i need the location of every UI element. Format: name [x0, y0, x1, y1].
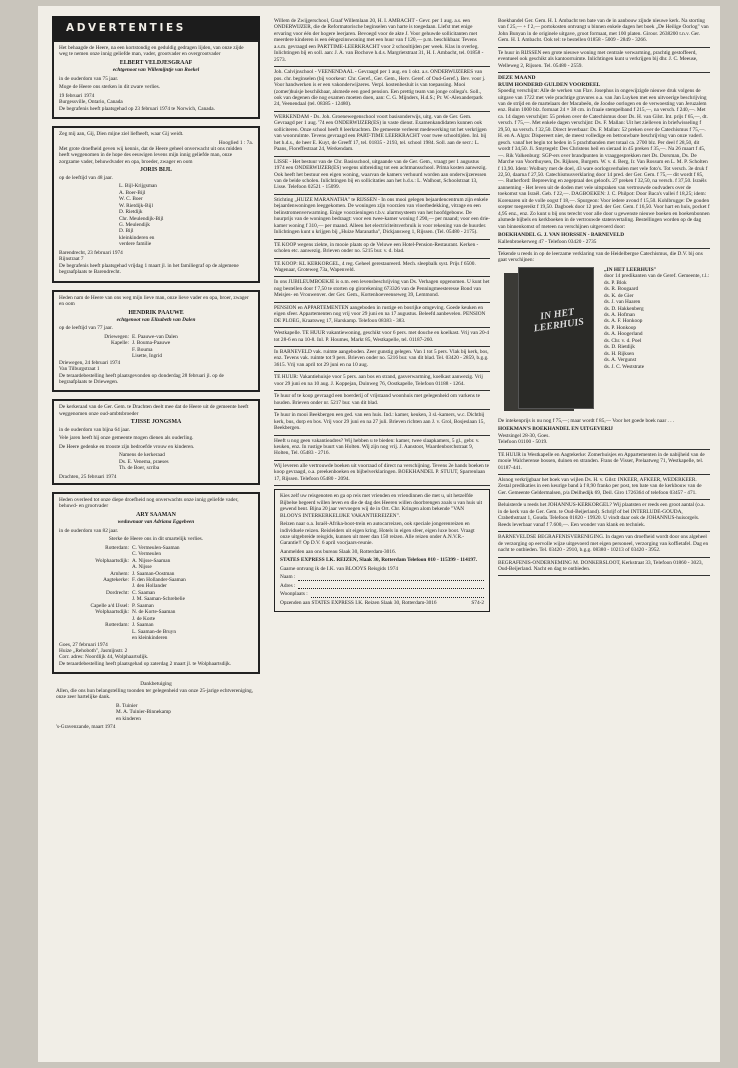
coupon: Gaarne ontvang ik de I.K. van BLOOYS Reisgids 1974 Naam : Adres : Woonplaats : Opzenden aan STATES EXPRESS I.K. Reizen Slaak 30, Rotterdam-3016 S74-2 — [280, 565, 484, 606]
author-item: ds. R. Boogaard — [604, 286, 639, 293]
family-list: Driewegen: E. Paauwe-van Dalen Kapelle: J. Bouma-Paauwe F. Bouma Lisette, Ingrid — [104, 333, 178, 360]
family-list: L. Bijl-Krijgsman A. Boer-Bijl W. C. Boer W. Rietdijk-Bijl D. Rietdijk Chr. Meulendijk-Bijl G. Meulendijk D. Bijl kleinkinderen en verdere familie — [119, 183, 164, 248]
classified-ad: TE HUUR: Vakantiehuisje voor 5 pers. aan bos en strand, gasverwarming, koelkast aanwezig. Vrij voor 29 juni en na 10 aug. J. Koppejan, Duinweg 76, Oostkapelle, Telefoon 01188 - 1264. — [274, 372, 490, 391]
book-cover-image: IN HET LEERHUIS — [498, 267, 598, 415]
author-item: ds. H. Rijksen — [604, 350, 635, 357]
classified-ad: Alsnog verkrijgbaar het boek van wijlen Ds. H. v. Gilst: INKEER, AFKEER, WEDERKEER. Zestal predikaties in een keurige band à f 8,90 franko per post, ten bate van de kerkbouw van de Ger. Gemeente Geldermalsen, p/a Deilhedijk 69, Deil. Giro 1726364 of telefoon 03457 - 471. — [498, 475, 710, 500]
ad-ambacht: Boekhandel Ger. Gem. H. I. Ambacht ten bate van de in aanbouw zijnde nieuwe kerk. Na storting van f 25,— + f 2,— portokosten ontvangt u binnen enkele dagen het boek „De Heilige Oorlog" van John Bunyan in de originele uitgave, groot formaat, met 100 platen. Giroor. 2638200 t.n.v. Ger. Gem. H. I. Ambacht. Ook tel: te bestellen 01858 - 5009 - 2849 - 3266. — [498, 16, 710, 48]
ad-rijssen: Te huur in RIJSSEN een grote nieuwe woning met centrale verwarming, prachtig gestoffeerd, eventueel ook geschikt als kantoorruimte. Inlichtingen kunt u verkrijgen bij dhr. J. C. Meeuse, Welleweg 2, Rijssen. Tel. 05480 - 2559. — [498, 48, 710, 73]
family-list — [59, 545, 253, 642]
family-row: J. M. Saaman-Schrebelie — [132, 596, 185, 603]
classified-ad: In ons JUBILEUMBOEKJE is o.m. een levensbeschrijving van Ds. Verhagen opgenomen. U kunt het nog bestellen door f 7,50 te storten op girorekening 673326 van de Penningmeesteresse Bond van Meisjes- en Vrouwenver. der Ger. Gem., Kortenhoeveenseweg 39, Lemmond. — [274, 277, 490, 302]
ad-horssen: DEZE MAAND RUIM HONDERD GULDEN VOORDEEL Spoedig verschijnt: Alle de werken van Flav. Josephus in ongewijzigde nieuwe druk volgens de uitgave van 1722 met vele prachtige gravures o.a. van Jan Luyken met een uitvoerige beschrijving van de strijd en de martelaars der Macabeën, de Joodse oorlogen en de verwoesting van Jeruzalem enz. Ruim 1000 blz. formaat 24 × 38 cm. in fraaie stempelband f 215,—, na versch. f 240,—. Met ca. 14 dagen verschijnt: 55 preken over de Catechismus door Ds. H. van Gilst. Int. prijs f 65,—, dt. versch. f 75,—. Met enkele dagen verschijnt: Ds. F. Mallan: Uit het zielleven in briefwisseling f 29,50, na versch. f 32,50. Direct leverbaar: Ds. F. Mallan: 52 preken over de Catechismus f 75,—. H. en A. Algra: Dispereert niet, de meest volledige en betrouwbare beschrijving van onze vaderl. gesch. vanaf het begin tot heden in 5 prachtbanden met totaal ca. 2700 blz. Per deel f 28,50, dit wordt f 34,50. Ji. Smytegelt: Des Christens heil en sieraad in 45 preken f 35,—. Na 26 maart f 45,—. Rik Valkenburg: SGP-ers over brandpunten in vraaggesprekken met Ds. Dorsman, Ds. De Marche van Voorthuysen, Ds. Rijksen, Burgem. W. v. d. Berg, Ir. Van Rossum en L. M. P. Scholten f 13,90. Idem: Wolbury met de doel, 43 ware oorlogsverhalen met vele foto's. Tot versch. 3e druk f 22,50, daarna f 27,50. Catechismusverklaring door 14 pred. der Ger. Gem. f 75,— dit wordt f 85,—. Rutherford: Bepreeving en zegepraal des geloofs. 27 preken f 32,50, na versch. f 37,50. Israëls aanneming - Het leven uit de doden met vele uitspraken van vertrouwde oudvaders over de toekomst van Israël. Geb. f 22,—. DAGBOEKEN: J. C. Philpot: Door Baca's vallei f 18,25; idem: Korenaren uit de volle oogst f 18,—. Spurgeon: Voor iedere avond f 15,50. Kohlbrugge: De gouden scepter toegereikt f 19,50. Dagboek door 12 pred. der Ger. Gem. f 16,50. Voor hart en huis, pocket f 4,95 enz., enz. Zo kunt u bij ons terecht voor alle door u gewenste nieuwe boeken en boekenbonnen alsmede bijbels en kerkboeken in de vertrouwde statenvertaling. Bestellingen worden op de dag van binnenkomst of meteen na verschijnen uitgevoerd door: BOEKHANDEL G. J. VAN HORSSEN - BARNEVELD Kallenbroekerweg 47 - Telefoon 03420 - 2735 — [498, 73, 710, 249]
section-header: ADVERTENTIES — [52, 16, 260, 40]
family-row: L. Saaman-de Bruyn — [132, 628, 176, 635]
classified-ad: Wij leveren alle vertrouwde boeken uit voorraad of direct na verschijning. Tevens 2e hands boeken te koop gevraagd, o.a. preekenboeken en bijbelverklaringen. BOEKHANDEL P. STUUT, Sparrenlaan 17, Rijssen. Telefoon 05480 - 2094. — [274, 461, 490, 486]
classified-ad: Westkapelle. TE HUUR vakantiewoning, geschikt voor 6 pers. met douche en koelkast. Vrij van 20-4 tot 28-6 en na 10-8. Inl. P. Houmes, Markt 85, Westkapelle, tel. 01187-260. — [274, 328, 490, 347]
family-row: A. Nijsse — [132, 564, 152, 571]
family-row: en kleinkinderen — [132, 635, 168, 642]
author-item: ds. J. C. Weststrate — [604, 363, 645, 370]
classified-ad: TE KOOP: KL KERKORGEL, 4 reg. Geheel gerestaureerd. Mech. sleepbalk syst. Prijs f 6500. Wagenaar, Groteweg 73a, Wapenveld. — [274, 259, 490, 278]
author-item: ds. A. Hoogerland — [604, 331, 643, 338]
newspaper-page — [38, 6, 720, 1062]
family-row: Arnhem: J. Saaman-Oostman — [110, 570, 175, 577]
family-row: Rotterdam: J. Saaman — [105, 622, 154, 629]
family-row: Capelle a/d IJssel: P. Saaman — [90, 602, 154, 609]
author-item: ds. K. de Gier — [604, 292, 634, 299]
travel-ad: Kies zelf uw reisgenoten en ga op reis met vrienden en vriendinnen die met u, uit hetzelfde Bijbelse begeerd willen leven en die de dag des Heeren willen doorbrengen zoals u van huis uit gewend bent. Bijna 20 jaar vervoegen wij de in Ort. Chr. Kringen alom bekende "VAN BLOOYS INTERKERKELIJKE VAKANTIEREIZEN". Reizen naar o.a. Israël-Afrika-boot-trein en autocarreizen, ook speciale jongerenreizen en individuele reizen. Reisleiders uit eigen kring. Hotels in eigen sfeer, eigen luxe boot. Vraagt onze uitgebreide reisgids, kunnen uit meer dan 150 reizen. Alle reizen onder A.N.V.R.-Garantie!! Op D.V. 6 april voorjaars-reunie. Aanmelden aan ons bureau Slaak 30, Rotterdam-3016. STATES EXPRESS LK. REIZEN, Slaak 30, Rotterdam Telefoon 010 - 115399 - 114197. Gaarne ontvang ik de I.K. van BLOOYS Reisgids 1974 Naam : Adres : Woonplaats : Opzenden aan STATES EXPRESS I.K. Reizen Slaak 30, Rotterdam-3016 S74-2 — [274, 489, 490, 612]
classified-ad: PENSION en APPARTEMENTEN aangeboden in rustige en bosrijke omgeving. Goede keuken en eigen sfeer. Appartementen nog vrij voor 29 juni en na 17 augustus. Beleefd aanbevelen. PENSION DE PLOEG, Kraatsweg 17, Harskamp. Telefoon 08383 - 383. — [274, 303, 490, 328]
author-item: ds. P. Blok — [604, 279, 627, 286]
author-item: ds. D. Hakkenberg — [604, 305, 644, 312]
column-books — [498, 16, 710, 576]
author-item: ds. D. Rietdijk — [604, 344, 635, 351]
family-row: Rotterdam: C. Vermeulen-Saaman — [105, 544, 180, 551]
obituary-tjisse: De kerkeraad van de Ger. Gem. te Drachten deelt mee dat de Heere uit de gemeente heeft weggenomen onze oud-ambtsbroeder TJISSE JONGSMA in de ouderdom van bijna 64 jaar. Vele jaren heeft hij onze gemeente mogen dienen als ouderling. De Heere gedenke en trooste zijn bedroefde vrouw en kinderen. Namens de kerkeraad Ds. E. Venema, praeses Th. de Boer, scriba Drachten, 25 februari 1974 — [52, 399, 260, 485]
family-row: Dordrecht: C. Saaman — [106, 589, 155, 596]
ad-leerhuis: Tekende u reeds in op de leerzame verklaring van de Heidelbergse Catechismus, die D.V. bij ons gaat verschijnen: IN HET LEERHUIS „IN HET LEERHUIS" door 14 predikanten van de Geref. Gemeente, t.l.: ds. P. Blok ds. R. Boogaard ds. K. de Gier ds. J. van Haaren ds. D. Hakkenberg ds. A. Hofman ds. A. F. Honkoop ds. P. Honkoop ds. A. Hoogerland ds. Chr. v. d. Poel ds. D. Rietdijk ds. H. Rijksen ds. A. Vergunst ds. J. C. Weststrate De intekenprijs is nu nog f 75,—; maar wordt f 85,— Voor het goede boek naar . . . HOEKMAN'S BOEKHANDEL EN UITGEVERIJ Westsingel 28-30, Goes. Telefoon 01100 - 5019. — [498, 249, 710, 450]
classified-ad: Willem de Zwijgerschool, Graaf Willemlaan 20, H. I. AMBACHT - Gevr. per 1 aug. a.s. een ONDERWIJZER, die de Reformatorische beginselen van harte is toegedaan. Liefst met enige ervaring voor één der hogere leerjaren. Bevoegd voor de akte J. Voor gehuwde sollicitanten met meerdere kinderen is een ééngezinswoning met een huur van f 120,— p.m. beschikbaar. Tevens a.s.m. gevraagd een PARTTIME-LEERKRACHT voor 2 schooltijden per week. Klas in overleg. Inlichtingen bij en soll. aan: J. A. van Bochove h.d.s. Margrietstraat 31, H. I. Ambacht, tel. 01858 - 2573. — [274, 16, 490, 67]
classified-ad: Joh. Calvijnschool - VEENENDAAL - Gevraagd per 1 aug. en 1 okt. a.s. ONDERWIJZERES van pos. chr. beginselen (bij voorkeur: Chr. Geref., Ger. Gem., Herv. Geref. of Oud-Geref.). Bev. voor j. Voor handwerken is er een vakonderwijzeres. Verpl. kostenbesluit is van toepassing. Mooi (zomer)huisje beschikbaar, alsmede een goed pension. Een prettig team van jonge collega's. Soll., ook van degenen die nog examen moeten doen, aan: C. G. Mijnders, H.d.S.; Pr. W.-Alexanderpark 24, Veenendaal (tel. 08385 - 12480). — [274, 67, 490, 112]
family-row: J. den Hollander — [132, 583, 167, 590]
classified-ad: BARNEVELDSE BEGRAFENISVERENIGING. In dagen van droefheid wordt door ons algeheel de verzorging op eervolle wijze uitgevoerd met eigen personeel, verzorging van koffietafel. Dag en nacht te ontbieden. Tel. 03420 - 2910, b.g.g. 08380 - 10213 of 03420 - 3952. — [498, 532, 710, 557]
author-item: ds. P. Honkoop — [604, 324, 637, 331]
classified-ad: In BARNEVELD vak. ruimte aangeboden. Zeer gunstig gelegen. Van 1 tot 5 pers. Vlak bij kerk, bos, enz. Tevens vak. ruimte tot 9 pers. Brieven onder no. 5216 bur. van dit blad. Tel. 03420 - 2859, b.g.g. 3615. Vrij van april tot 29 juni en na 10 aug. — [274, 347, 490, 372]
classified-ad: Stichting „HUIZE MARANATHA" te RIJSSEN - In ons mooi gelegen bejaardencentrum zijn enkele bejaardenwoningen leeggekomen. De woningen zijn voorzien van vloerbedekking, vitrage en een belinstromenverwarming. Enige voorzieningen t.b.v. alarmsysteem van het hoofdgebouw. De huurprijs van de woningen bedraagt: voor een twee-kamer woning f 290,— per maand; voor een drie-kamer woning f 310,— per maand. Alleen het electriciteitsverbruik is voor rekening van de huurder. Inlichtingen kunt u krijgen bij „Huize Maranatha", Dickjansweg 1, Rijssen. (Tel. 05480 - 2175). — [274, 195, 490, 240]
family-row: Wolphaartsdijk: N. de Korte-Saaman — [95, 609, 176, 616]
classified-ad: Heeft u nog geen vakantieadres? Wij hebben u te bieden: kamer, twee slaapkamers, 5 gl., gebr. v. keuken, enz. In rustige buurt van Holten. Wij zijn nog vrij. J. Aanstoot, Waardenborchstraat 9, Holten, Tel. 05483 - 2716. — [274, 436, 490, 461]
author-item: ds. A. Vergunst — [604, 357, 637, 364]
classified-ad: Beluisterde u reeds het JOHANNUS-KERKORGEL? Wij plaatsten er reeds een groot aantal (o.a. in de kerk van de Ger. Gem. te Oud-Beijerland). Schrijf of bel INTERLUDE-GOUDA, Crabethstraat 1, Gouda. Telefoon 01820 - 19920. U vindt daar ook de JOHANNUS-huisorgels. Reeds leverbaar vanaf f 7.600,—. Een wonder van klank en techniek. — [498, 500, 710, 532]
classified-ad: TE HUUR in Westkapelle en Aagtekerke: Zomerhuisjes en Appartementen in de nabijheid van de mooie Walcherense bossen, duinen en stranden. Frans de Visser, Prelaatweg 71, Westkapelle, tel. 01187-441. — [498, 450, 710, 475]
thanks-notice: Dankbetuiging Allen, die ons hun belangstelling toonden ter gelegenheid van onze 25-jarige echtvereniging, onze zeer hartelijke dank. B. Tuinier M. A. Tuinier-Binnekamp en kinderen 's-Gravenzande, maart 1974 — [56, 681, 253, 731]
family-row: J. de Korte — [132, 615, 156, 622]
column-obituaries — [52, 40, 260, 731]
obituary-elbert: Het behaagde de Heere, na een kortstondig en geduldig gedragen lijden, van onze zijde weg te nemen onze innig geliefde man, vader, grootvader en overgrootvader ELBERT VELDJESGRAAF echtgenoot van Willemijntje van Roekel in de ouderdom van 75 jaar. Moge de Heere ons sterken in dit zware verlies. 19 februari 1974 Burgessville, Ontario, Canada De begrafenis heeft plaatsgehad op 23 februari 1974 te Norwich, Canada. — [52, 40, 260, 119]
classified-ad: WERKENDAM - Ds. Joh. Groenewegenschool voort basisonderwijs, uitg. van de Ger. Gem. Gevraagd per 1 aug. '74 een ONDERWIJZER(ES) in vaste dienst. Examenkandidaten kunnen ook solliciteren. Onze school heeft 8 leerkrachten. De gemeente verleent medewerking tot het verkrijgen van woonruimte. Tevens gevraagd een PART-TIME LEERKRACHT voor twee schooltijden. Inl. bij het h.d.s., de heer E. Kuyt, de Greeff 17, tel. 01835 - 2193, tel. school 1984. Soll. aan de secr.: L. Paans, Floreffestraat 24, Werkendam. — [274, 112, 490, 157]
author-item: ds. Chr. v. d. Poel — [604, 337, 642, 344]
author-item: ds. A. F. Honkoop — [604, 318, 643, 325]
author-list — [604, 280, 709, 370]
classified-ad: BEGRAFENIS-ONDERNEMING M. DONKERSLOOT, Kerkstraat 33, Telefoon 01860 - 3023, Oud-Beijerland. Nacht en dag te ontbieden. — [498, 558, 710, 577]
city-field[interactable] — [311, 591, 484, 597]
family-row: Wolphaartsdijk: A. Nijsse-Saaman — [95, 557, 171, 564]
family-row: C. Vermeulen — [132, 551, 162, 558]
author-item: ds. J. van Haaren — [604, 299, 641, 306]
classified-ad: Te huur of te koop gevraagd een boerderij of vrijstaand woonhuis met gelegenheid om varkens te houden. Brieven onder nr. 5217 bur. van dit blad. — [274, 391, 490, 410]
family-row: Aagtekerke: F. den Hollander-Saaman — [103, 577, 186, 583]
classified-ad: TE KOOP wegens ziekte, in mooie plaats op de Veluwe een Hotel-Pension-Restaurant. Kerken - scholen etc. aanwezig. Brieven onder no. 5215 bur. v. d. blad. — [274, 240, 490, 259]
obituary-ary: Heden overleed tot onze diepe droefheid nog onverwachts onze innig geliefde vader, behuwd- en grootvader ARY SAAMAN weduwnaar van Adriana Eggebeen in de ouderdom van 82 jaar. Sterke de Heere ons in dit smartelijk verlies. Rotterdam: C. Vermeulen-Saaman C. Vermeulen Wolphaartsdijk: A. Nijsse-Saaman A. Nijsse Arnhem: J. Saaman-Oostman Aagtekerke: F. den Hollander-Saaman J. den Hollander Dordrecht: C. Saaman J. M. Saaman-Schrebelie Capelle a/d IJssel: P. Saaman Wolphaartsdijk: N. de Korte-Saaman J. de Korte Rotterdam: J. Saaman L. Saaman-de Bruyn en kleinkinderen Goes, 27 februari 1974 Huize „Rehoboth", Jasmijnstr. 2 Corr. adres: Noordlijk 44, Wolphaartsdijk. De teraardebestelling heeft plaatsgehad op zaterdag 2 maart jl. te Wolphaartsdijk. — [52, 492, 260, 674]
column-classifieds — [274, 16, 490, 619]
obituary-hendrik: Heden nam de Heere van ons weg mijn lieve man, onze lieve vader en opa, broer, zwager en oom HENDRIK PAAUWE echtgenoot van Elizabeth van Dalen op de leeftijd van 77 jaar. Driewegen: E. Paauwe-van Dalen Kapelle: J. Bouma-Paauwe F. Bouma Lisette, Ingrid Driewegen, 24 februari 1974 Van Tilburgstraat 1 De teraardebestelling heeft plaatsgevonden op donderdag 28 februari jl. op de begraafplaats te Driewegen. — [52, 290, 260, 393]
classified-ad: LISSE - Het bestuur van de Chr. Basisschool, uitgaande van de Ger. Gem., vraagt per 1 augustus 1974 een ONDERWIJZER(ES) wegens uitbreiding tot een achtmansschool. Prima kosten aanwezig. Ook heeft het bestuur een eigen woning, waarvan de kamers verhuurd worden aan onderwijzeressen van de beide scholen. Inlichtingen bij en sollicitaties aan het h.d.s.: L. Walhout, Schoolstraat 13, Lisse. Telefoon 02521 - 15099. — [274, 157, 490, 195]
author-item: ds. A. Hofman — [604, 312, 635, 319]
name-field[interactable] — [298, 574, 484, 580]
address-field[interactable] — [298, 583, 484, 589]
classified-ad: Te huur in mooi Beekbergen een ged. van een huis. Ind.: kamer, keuken, 3 sl.-kamers, w.c. Dichtbij kerk, bus, dorp en bos. Vrij voor 29 juni en na 27 juli. Brieven richten aan J. v. Grol, Bosjeslaan 15, Beekbergen. — [274, 410, 490, 435]
obituary-joris: Zeg mij aan, Gij, Dien mijne ziel liefheeft, waar Gij weidt. Hooglied 1 : 7a. Met grote droefheid geven wij kennis, dat de Heere geheel onverwacht uit ons midden heeft weggenomen in de hope des eeuwigen levens mijn innig geliefde man, onze zorgzame vader, behuwdvader en opa, broeder, zwager en oom JORIS BIJL op de leeftijd van 48 jaar. L. Bijl-Krijgsman A. Boer-Bijl W. C. Boer W. Rietdijk-Bijl D. Rietdijk Chr. Meulendijk-Bijl G. Meulendijk D. Bijl kleinkinderen en verdere familie Barendrecht, 23 februari 1974 Rijnstraat 7 De begrafenis heeft plaatsgehad vrijdag 1 maart jl. in het familiegraf op de algemene begraafplaats te Barendrecht. — [52, 126, 260, 283]
